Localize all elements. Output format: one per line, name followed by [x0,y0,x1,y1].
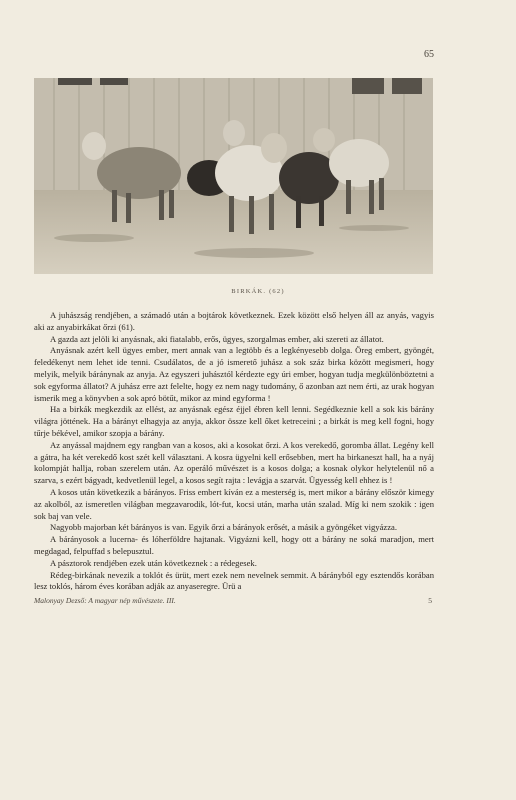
sheep-photograph [34,78,433,274]
paragraph: A kosos után következik a bárányos. Friss embert kíván ez a mesterség is, mert mikor a bárány először kimegy az akolból, az ismeretlen világban megzavarodik, lót-fut, kocsi után, marha után szalad. Míg ki nem szokik : igen sok baj van vele. [34,486,434,521]
figure-caption: BIRKÁK. (62) [231,288,285,295]
source-note: Malonyay Dezső: A magyar nép művészete. III. [34,596,176,606]
page-number: 65 [424,49,434,60]
sheep-photo-illustration [34,78,433,274]
paragraph: Nagyobb majorban két bárányos is van. Egyik őrzi a bárányok erősét, a másik a gyöngéket vigyázza. [50,522,397,533]
paragraph: Rédeg-birkának nevezik a toklót és ürüt, mert ezek nem nevelnek semmit. A bárányból egy esztendős korában lesz toklós, három éves korában adják az anyaseregre. Ürü a [34,569,434,592]
paragraph: A bárányosok a lucerna- és lóherföldre hajtanak. Vigyázni kell, hogy ott a bárány ne soká maradjon, mert megdagad, felpuffad s belepusztul. [34,534,434,556]
paragraph: A juhászság rendjében, a számadó után a bojtárok következnek. Ezek között első helyen áll az anyás, vagyis aki az anyabirkákat őrzi (61). [34,310,434,332]
paragraph: Anyásnak azért kell ügyes ember, mert annak van a legtöbb és a legkényesebb dolga. Öreg embert, gyöngét, feledékenyt nem lehet ide tenni. Csudálatos, de a jó ismerető juhász a sok száz birka között megismeri, hogy melyik, melyik báránynak az anyja. Az egyszeri juhásztól kérdezte egy úri ember, hogyan tudja megkülönböztetni a sok egyforma állatot? A juhász erre azt felelte, hogy ez nem nagy tudomány, ő azonban azt nem érti, az urak hogyan ismerik meg a könyvben a sok apró bötűt, mikor az mind egyforma ! [34,345,434,403]
paragraph: A pásztorok rendjében ezek után következnek : a rédegesek. [50,557,257,568]
paragraph: Az anyással majdnem egy rangban van a kosos, aki a kosokat őrzi. A kos verekedő, goromba állat. Legény kell a gátra, ha két verekedő kost szét kell választani. A kosra ügyelni kell erősebben, mert ha birkaneszt hall, ha a nyáj kolompját hallja, roban szerelem után. Az operáló művészet is a kosos dolga; a kosnak olykor helytelenül nő a szarva, s ezért bágyadt, kedvetlenül legel, a kosos segít rajta : levágja a szarvát. Ügyesség kell ehhez is ! [34,439,434,486]
page-footer [34,595,434,607]
article-text [34,310,434,607]
printer-signature: 5 [428,596,432,606]
paragraph: Ha a birkák megkezdik az ellést, az anyásnak egész éjjel ébren kell lenni. Segédkeznie kell a sok kis bárány világra jöttének. Ha a bárányt elhagyja az anyja, akkor össze kell őket ketreceini ; a birkát is meg kell fogni, hogy tűrje békével, amikor szopja a bárány. [34,404,434,438]
paragraph: A gazda azt jelöli ki anyásnak, aki fiatalabb, erős, ügyes, szorgalmas ember, aki szereti az állatot. [50,333,384,344]
